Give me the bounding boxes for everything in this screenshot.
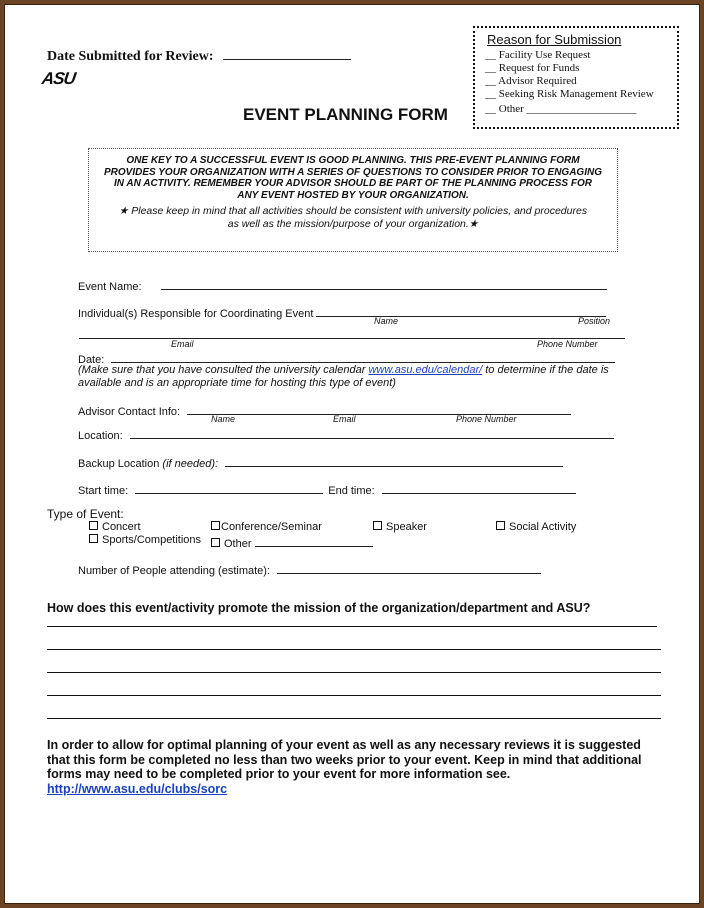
phone-caption: Phone Number bbox=[537, 339, 598, 349]
advisor-label: Advisor Contact Info: bbox=[78, 406, 181, 418]
event-name-label: Event Name: bbox=[78, 281, 142, 293]
footer-note bbox=[47, 738, 642, 796]
reason-box bbox=[473, 26, 679, 129]
notice-box bbox=[88, 148, 618, 252]
notice-line-2: PROVIDES YOUR ORGANIZATION WITH A SERIES OF QUESTIONS TO CONSIDER PRIOR TO ENGAGING bbox=[103, 166, 602, 178]
date-note-line-2: available and is an appropriate time for hosting this type of event) bbox=[78, 377, 396, 389]
date-note-suffix: to determine if the date is bbox=[482, 364, 609, 376]
reason-item-facility[interactable]: __ Facility Use Request bbox=[485, 49, 591, 61]
advisor-name-caption: Name bbox=[211, 414, 236, 424]
conference-checkbox[interactable] bbox=[211, 521, 220, 530]
speaker-label: Speaker bbox=[386, 521, 427, 533]
other-label: Other bbox=[224, 538, 252, 550]
type-of-event-label: Type of Event: bbox=[47, 507, 124, 521]
reason-item-advisor[interactable]: __ Advisor Required bbox=[485, 75, 577, 87]
backup-location-row bbox=[78, 454, 563, 470]
notice-line-1: ONE KEY TO A SUCCESSFUL EVENT IS GOOD PLANNING. THIS PRE-EVENT PLANNING FORM bbox=[126, 155, 580, 166]
answer-line-2[interactable] bbox=[47, 649, 661, 650]
location-row bbox=[78, 426, 614, 442]
end-time-input[interactable] bbox=[382, 481, 576, 494]
answer-line-4[interactable] bbox=[47, 695, 661, 696]
advisor-phone-caption: Phone Number bbox=[456, 414, 517, 424]
social-checkbox[interactable] bbox=[496, 521, 505, 530]
answer-line-1[interactable] bbox=[47, 626, 657, 627]
attendance-row bbox=[78, 561, 541, 577]
notice-line-6: as well as the mission/purpose of your organization.★ bbox=[227, 217, 479, 230]
individuals-row bbox=[78, 304, 606, 320]
type-option-conference[interactable] bbox=[211, 521, 322, 533]
backup-location-label: Backup Location bbox=[78, 458, 160, 470]
page-title bbox=[243, 105, 448, 125]
backup-location-note: (if needed): bbox=[162, 458, 219, 470]
date-note-prefix: Make sure that you have consulted the university calendar bbox=[81, 364, 369, 376]
advisor-email-caption: Email bbox=[333, 414, 356, 424]
footer-line-3: forms may need to be completed prior to your event for more information see. bbox=[47, 767, 511, 781]
individuals-label: Individual(s) Responsible for Coordinating Event bbox=[78, 308, 314, 320]
form-title: EVENT PLANNING FORM bbox=[243, 105, 448, 124]
start-time-label: Start time: bbox=[78, 485, 129, 497]
asu-logo-text: ASU bbox=[40, 69, 77, 88]
footer-line-1: In order to allow for optimal planning of your event as well as any necessary reviews it is suggested bbox=[47, 738, 641, 752]
answer-line-3[interactable] bbox=[47, 672, 661, 673]
date-submitted-field[interactable] bbox=[223, 47, 351, 60]
sorc-link[interactable]: http://www.asu.edu/clubs/sorc bbox=[47, 781, 228, 796]
email-phone-line[interactable] bbox=[79, 326, 625, 339]
time-row bbox=[78, 481, 576, 497]
backup-location-input[interactable] bbox=[225, 454, 563, 467]
location-input[interactable] bbox=[130, 426, 614, 439]
individuals-input[interactable] bbox=[316, 304, 606, 317]
other-checkbox[interactable] bbox=[211, 538, 220, 547]
date-note: (Make sure that you have consulted the university calendar www.asu.edu/calendar/ to determine if the date is available and is an appropriate time for hosting this type of event) bbox=[78, 364, 609, 389]
start-time-input[interactable] bbox=[135, 481, 323, 494]
end-time-label: End time: bbox=[328, 485, 375, 497]
concert-label: Concert bbox=[102, 521, 141, 533]
type-option-speaker[interactable] bbox=[373, 521, 427, 533]
event-name-row bbox=[78, 277, 607, 293]
conference-label: Conference/Seminar bbox=[221, 521, 322, 533]
other-type-input[interactable] bbox=[255, 534, 373, 547]
date-input[interactable] bbox=[111, 350, 615, 363]
asu-logo bbox=[41, 69, 77, 89]
name-caption: Name bbox=[374, 316, 399, 326]
type-option-concert[interactable] bbox=[89, 521, 141, 533]
reason-item-funds[interactable]: __ Request for Funds bbox=[485, 62, 580, 74]
sports-checkbox[interactable] bbox=[89, 534, 98, 543]
form-page bbox=[4, 4, 700, 904]
reason-item-risk[interactable]: __ Seeking Risk Management Review bbox=[485, 88, 654, 100]
attendance-label: Number of People attending (estimate): bbox=[78, 565, 270, 577]
social-label: Social Activity bbox=[509, 521, 577, 533]
concert-checkbox[interactable] bbox=[89, 521, 98, 530]
location-label: Location: bbox=[78, 430, 123, 442]
attendance-input[interactable] bbox=[277, 561, 541, 574]
sports-label: Sports/Competitions bbox=[102, 534, 202, 546]
calendar-link[interactable]: www.asu.edu/calendar/ bbox=[368, 364, 483, 376]
type-option-social[interactable] bbox=[496, 521, 576, 533]
email-caption: Email bbox=[171, 339, 194, 349]
notice-line-5: ★ Please keep in mind that all activities should be consistent with university policies, and procedures bbox=[118, 205, 588, 217]
reason-box-title: Reason for Submission bbox=[487, 32, 622, 47]
date-submitted-row bbox=[47, 47, 351, 65]
type-option-sports[interactable] bbox=[89, 534, 201, 546]
speaker-checkbox[interactable] bbox=[373, 521, 382, 530]
date-label: Date: bbox=[78, 354, 105, 366]
position-caption: Position bbox=[578, 316, 611, 326]
reason-item-other[interactable]: __ Other ____________________ bbox=[485, 103, 637, 115]
type-option-other[interactable] bbox=[211, 534, 373, 550]
mission-question: How does this event/activity promote the mission of the organization/department and ASU? bbox=[47, 601, 591, 615]
event-name-input[interactable] bbox=[161, 277, 607, 290]
answer-line-5[interactable] bbox=[47, 718, 661, 719]
footer-line-2: that this form be completed no less than two weeks prior to your event. Keep in mind that additional bbox=[47, 752, 642, 767]
notice-line-4: ANY EVENT HOSTED BY YOUR ORGANIZATION. bbox=[237, 189, 469, 201]
notice-line-3: IN AN ACTIVITY. REMEMBER YOUR ADVISOR SHOULD BE PART OF THE PLANNING PROCESS FOR bbox=[113, 178, 592, 189]
date-submitted-label: Date Submitted for Review: bbox=[47, 49, 214, 64]
